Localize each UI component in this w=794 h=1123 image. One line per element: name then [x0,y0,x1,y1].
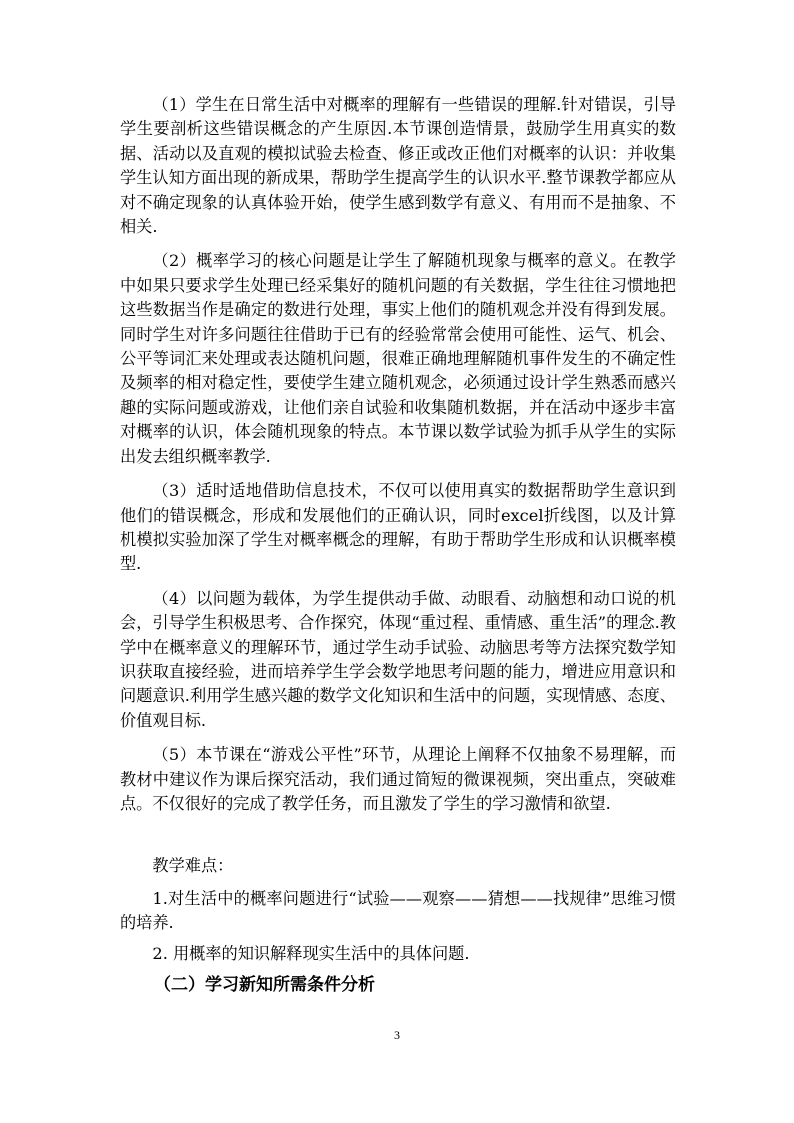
paragraph-4: （4）以问题为载体，为学生提供动手做、动眼看、动脑想和动口说的机会，引导学生积极思考、合作探究，体现“重过程、重情感、重生活”的理念.教学中在概率意义的理解环节，通过学生动手试验、动脑思考等方法探究数学知识获取直接经验，进而培养学生学会数学地思考问题的能力，增进应用意识和问题意识.利用学生感兴趣的数学文化知识和生活中的问题，实现情感、态度、价值观目标. [120,588,676,730]
difficulty-item-1: 1.对生活中的概率问题进行“试验——观察——猜想——找规律”思维习惯的培养. [120,888,676,933]
section-heading: （二）学习新知所需条件分析 [154,975,375,995]
page-number: 3 [394,1028,400,1042]
spacer [120,826,676,854]
paragraph-3: （3）适时适地借助信息技术，不仅可以使用真实的数据帮助学生意识到他们的错误概念，形成和发展他们的正确认识，同时excel折线图，以及计算机模拟实验加深了学生对概率概念的理解，有助于帮助学生形成和认识概率模型. [120,481,676,574]
difficulty-item-2: 2. 用概率的知识解释现实生活中的具体问题. [152,943,470,963]
paragraph-1: （1）学生在日常生活中对概率的理解有一些错误的理解.针对错误，引导学生要剖析这些错误概念的产生原因.本节课创造情景，鼓励学生用真实的数据、活动以及直观的模拟试验去检查、修正或改正他们对概率的认识：并收集学生认知方面出现的新成果，帮助学生提高学生的认识水平.整节课教学都应从对不确定现象的认真体验开始，使学生感到数学有意义、有用而不是抽象、不相关. [120,95,676,237]
paragraph-2: （2）概率学习的核心问题是让学生了解随机现象与概率的意义。在教学中如果只要求学生处理已经采集好的随机问题的有关数据，学生往往习惯地把这些数据当作是确定的数进行处理，事实上他们的随机观念并没有得到发展。同时学生对许多问题往往借助于已有的经验常常会使用可能性、运气、机会、公平等词汇来处理或表达随机问题，很难正确地理解随机事件发生的不确定性及频率的相对稳定性，要使学生建立随机观念，必须通过设计学生熟悉而感兴趣的实际问题或游戏，让他们亲自试验和收集随机数据，并在活动中逐步丰富对概率的认识，体会随机现象的特点。本节课以数学试验为抓手从学生的实际出发去组织概率教学. [120,251,676,466]
paragraph-5: （5）本节课在“游戏公平性”环节，从理论上阐释不仅抽象不易理解，而教材中建议作为课后探究活动，我们通过简短的微课视频，突出重点，突破难点。不仅很好的完成了教学任务，而且激发了学生的学习激情和欲望. [120,745,676,813]
page-content [120,93,676,998]
teaching-difficulty-label: 教学难点： [152,856,234,876]
